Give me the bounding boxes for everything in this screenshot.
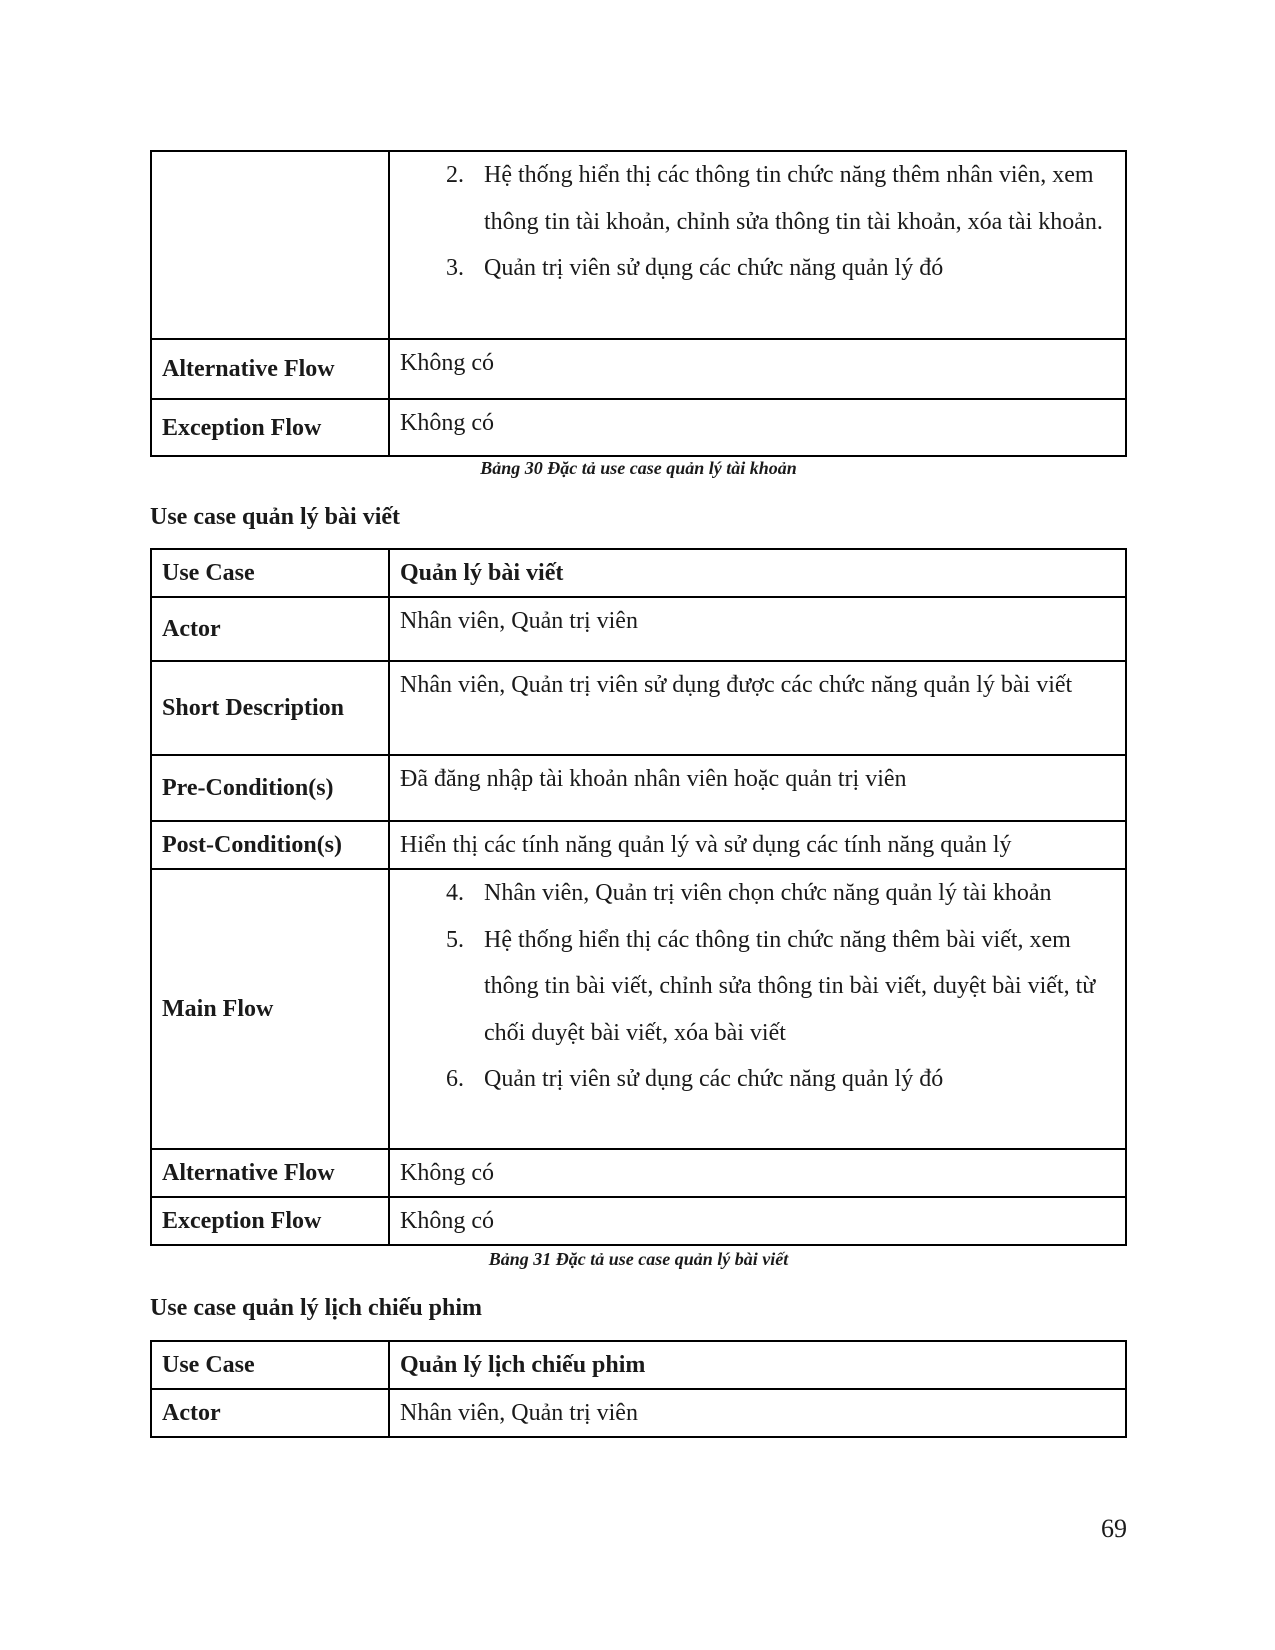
list-item <box>400 917 1115 1057</box>
table-row <box>151 1341 1126 1389</box>
table-row <box>151 869 1126 1149</box>
step-number: 5. <box>446 926 464 953</box>
row-value: Nhân viên, Quản trị viên <box>389 1389 1126 1437</box>
row-label: Short Description <box>151 661 389 755</box>
row-label: Use Case <box>151 549 389 597</box>
row-value: Nhân viên, Quản trị viên sử dụng được các chức năng quản lý bài viết <box>389 661 1126 755</box>
table-caption: Bảng 31 Đặc tả use case quản lý bài viết <box>488 1249 789 1269</box>
table-32 <box>150 1340 1127 1438</box>
step-number: 2. <box>446 162 464 188</box>
table-row <box>151 755 1126 821</box>
row-value: Quản lý bài viết <box>389 549 1126 597</box>
row-label: Actor <box>151 1389 389 1437</box>
row-value: Không có <box>389 1197 1126 1245</box>
list-item <box>400 1056 1115 1103</box>
list-item <box>400 870 1115 917</box>
row-value: Không có <box>389 1149 1126 1197</box>
table-row <box>151 549 1126 597</box>
list-item <box>400 245 1115 292</box>
row-label: Exception Flow <box>151 1197 389 1245</box>
page-number: 69 <box>1101 1514 1127 1543</box>
row-label: Post-Condition(s) <box>151 821 389 869</box>
row-label: Exception Flow <box>151 399 389 456</box>
table-row <box>151 1149 1126 1197</box>
table-row <box>151 1389 1126 1437</box>
main-flow-cell <box>389 869 1126 1149</box>
row-label: Actor <box>151 597 389 661</box>
step-text: Nhân viên, Quản trị viên chọn chức năng quản lý tài khoản <box>484 880 1052 906</box>
table-row <box>151 661 1126 755</box>
table-row <box>151 339 1126 399</box>
table-caption: Bảng 30 Đặc tả use case quản lý tài khoản <box>480 458 797 478</box>
main-flow-cell <box>389 151 1126 339</box>
row-label: Use Case <box>151 1341 389 1389</box>
row-label: Alternative Flow <box>151 339 389 399</box>
main-flow-list <box>400 870 1115 1103</box>
row-value: Quản lý lịch chiếu phim <box>389 1341 1126 1389</box>
step-number: 6. <box>446 1066 464 1092</box>
section-heading: Use case quản lý bài viết <box>150 504 401 530</box>
table-row <box>151 151 1126 339</box>
table-row <box>151 821 1126 869</box>
row-value: Không có <box>389 339 1126 399</box>
table-row <box>151 399 1126 456</box>
list-item <box>400 152 1115 245</box>
table-row <box>151 1197 1126 1245</box>
section-heading: Use case quản lý lịch chiếu phim <box>150 1295 483 1321</box>
row-value: Đã đăng nhập tài khoản nhân viên hoặc quản trị viên <box>389 755 1126 821</box>
table-30-continuation <box>150 150 1127 457</box>
table-row <box>151 597 1126 661</box>
table-31 <box>150 548 1127 1246</box>
row-value: Không có <box>389 399 1126 456</box>
row-label: Alternative Flow <box>151 1149 389 1197</box>
step-text: Quản trị viên sử dụng các chức năng quản lý đó <box>484 255 944 281</box>
row-value: Nhân viên, Quản trị viên <box>389 597 1126 661</box>
row-label: Main Flow <box>151 869 389 1149</box>
step-number: 3. <box>446 255 464 281</box>
step-text: Hệ thống hiển thị các thông tin chức năng thêm bài viết, xem thông tin bài viết, chỉnh sửa thông tin bài viết, duyệt bài viết, từ chối duyệt bài viết, xóa bài viết <box>484 926 1096 1046</box>
empty-label-cell <box>151 151 389 339</box>
step-text: Hệ thống hiển thị các thông tin chức năng thêm nhân viên, xem thông tin tài khoản, chỉnh sửa thông tin tài khoản, xóa tài khoản. <box>484 162 1103 235</box>
row-value: Hiển thị các tính năng quản lý và sử dụng các tính năng quản lý <box>389 821 1126 869</box>
main-flow-list <box>400 152 1115 292</box>
row-label: Pre-Condition(s) <box>151 755 389 821</box>
step-number: 4. <box>446 880 464 906</box>
step-text: Quản trị viên sử dụng các chức năng quản lý đó <box>484 1066 944 1092</box>
